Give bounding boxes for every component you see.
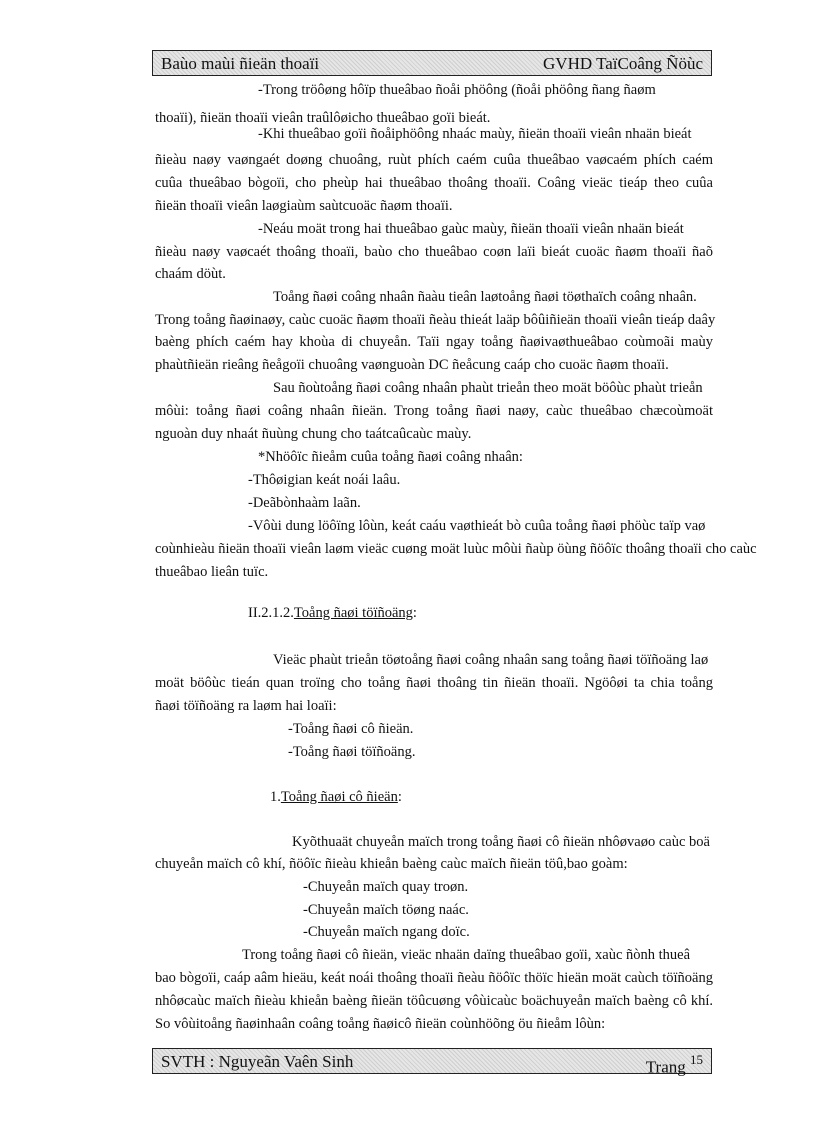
subsection-number: 1.	[270, 789, 281, 805]
footer-page	[646, 1049, 703, 1081]
list-item: -Vôùi dung löôïng lôùn, keát caáu vaøthieát bò cuûa toång ñaøi phöùc taïp vaø	[248, 518, 706, 534]
body-line: Trong toång ñaøinaøy, caùc cuoäc ñaøm thoaïi ñeàu thieát laäp bôûiñieän thoaïi vieân tieáp daây	[155, 312, 716, 328]
body-line: ñieän thoaïi vieân laøgiaùm saùtcuoäc ñaøm thoaïi.	[155, 198, 453, 214]
body-line: bao bògoïi, caáp aâm hieäu, keát noái thoâng thoaïi ñeàu ñöôïc thöïc hieän moät caùch töïñoäng	[155, 970, 713, 986]
body-line: thoaïi), ñieän thoaïi vieân traûlôøicho thueâbao goïi bieát.	[155, 110, 491, 126]
body-line: chuyeån maïch cô khí, ñöôïc ñieàu khieån baèng caùc maïch ñieän töû,bao goàm:	[155, 856, 628, 872]
body-line: nguoàn duy nhaát ñuùng chung cho taátcaûcaùc maùy.	[155, 426, 472, 442]
section-number: II.2.1.2.	[248, 605, 294, 621]
list-item: -Thôøigian keát noái laâu.	[248, 472, 401, 488]
section-title: Toång ñaøi töïñoäng	[293, 605, 413, 621]
header-advisor: GVHD TaïCoâng Ñöùc	[543, 54, 703, 73]
body-line: thueâbao lieân tuïc.	[155, 564, 269, 580]
list-item: -Toång ñaøi cô ñieän.	[288, 721, 414, 737]
body-line: môùi: toång ñaøi coâng nhaân ñieän. Trong toång ñaøi naøy, caùc thueâbao chæcoùmoät	[155, 403, 713, 419]
body-line: Vieäc phaùt trieån töøtoång ñaøi coâng nhaân sang toång ñaøi töïñoäng laø	[273, 652, 709, 668]
subsection-colon: :	[397, 789, 402, 805]
body-line: moät böôùc tieán quan troïng cho toång ñaøi thoâng tin ñieän thoaïi. Ngöôøi ta chia toång	[155, 675, 713, 691]
body-line: So vôùitoång ñaøinhaân coâng toång ñaøicô ñieän coùnhöõng öu ñieåm lôùn:	[155, 1016, 606, 1032]
body-line: chaám döùt.	[155, 266, 226, 282]
body-line: ñaøi töïñoäng ra laøm hai loaïi:	[155, 698, 337, 714]
body-line: Trong toång ñaøi cô ñieän, vieäc nhaän daïng thueâbao goïi, xaùc ñònh thueâ	[242, 947, 691, 963]
body-line: Sau ñoùtoång ñaøi coâng nhaân phaùt trieån theo moät böôùc phaùt trieån	[273, 380, 703, 396]
body-line: -Trong tröôøng hôïp thueâbao ñoåi phöông (ñoåi phöông ñang ñaøm	[258, 82, 656, 98]
body-line: Kyõthuaät chuyeån maïch trong toång ñaøi cô ñieän nhôøvaøo caùc boä	[292, 834, 710, 850]
list-item: -Deãbònhaàm laãn.	[248, 495, 361, 511]
body-line: ñieàu naøy vaøcaét thoâng thoaïi, baùo cho thueâbao coøn laïi bieát cuoäc ñaøm thoaïi ñaõ	[155, 244, 713, 260]
body-line: ñieàu naøy vaøngaét doøng chuoâng, ruùt phích caém cuûa thueâbao vaøcaém phích caém	[155, 152, 713, 168]
page-footer	[152, 1048, 712, 1077]
body-line: cuûa thueâbao bògoïi, cho pheùp hai thueâbao thoâng thoaïi. Coâng vieäc tieáp theo cuûa	[155, 175, 713, 191]
subsection-heading	[270, 787, 402, 807]
section-colon: :	[412, 605, 417, 621]
body-line: phaùtñieän rieâng ñeågoïi chuoâng vaønguoàn DC ñeåcung caáp cho cuoäc ñaøm thoaïi.	[155, 357, 669, 373]
header-title: Baùo maùi ñieän thoaïi	[161, 54, 320, 73]
list-heading: *Nhöôïc ñieåm cuûa toång ñaøi coâng nhaân:	[258, 449, 523, 465]
body-line: coùnhieàu ñieän thoaïi vieân laøm vieäc cuøng moät luùc môùi ñaùp öùng ñöôïc thoâng thoaïi cho caùc	[155, 541, 757, 557]
page-header	[152, 50, 712, 76]
subsection-title: Toång ñaøi cô ñieän	[280, 789, 398, 805]
list-item: -Chuyeån maïch ngang doïc.	[303, 924, 470, 940]
page-number: 15	[690, 1052, 703, 1067]
page-label: Trang	[645, 1057, 686, 1077]
section-heading	[248, 603, 417, 623]
body-line: -Neáu moät trong hai thueâbao gaùc maùy, ñieän thoaïi vieân nhaän bieát	[258, 221, 684, 237]
body-line: Toång ñaøi coâng nhaân ñaàu tieân laøtoång ñaøi töøthaïch coâng nhaân.	[273, 289, 697, 305]
list-item: -Chuyeån maïch töøng naác.	[303, 902, 469, 918]
list-item: -Chuyeån maïch quay troøn.	[303, 879, 469, 895]
list-item: -Toång ñaøi töïñoäng.	[288, 744, 416, 760]
footer-author: SVTH : Nguyeãn Vaên Sinh	[161, 1052, 354, 1071]
body-line: baèng phích caém hay khoùa di chuyeån. Taïi ngay toång ñaøivaøthueâbao coùmoãi maùy	[155, 334, 713, 350]
body-line: -Khi thueâbao goïi ñoåiphöông nhaác maùy, ñieän thoaïi vieân nhaän bieát	[258, 126, 692, 142]
body-line: nhôøcaùc maïch ñieàu khieån baèng ñieän töûcuøng vôùicaùc boächuyeån maïch baèng cô khí.	[155, 993, 713, 1009]
